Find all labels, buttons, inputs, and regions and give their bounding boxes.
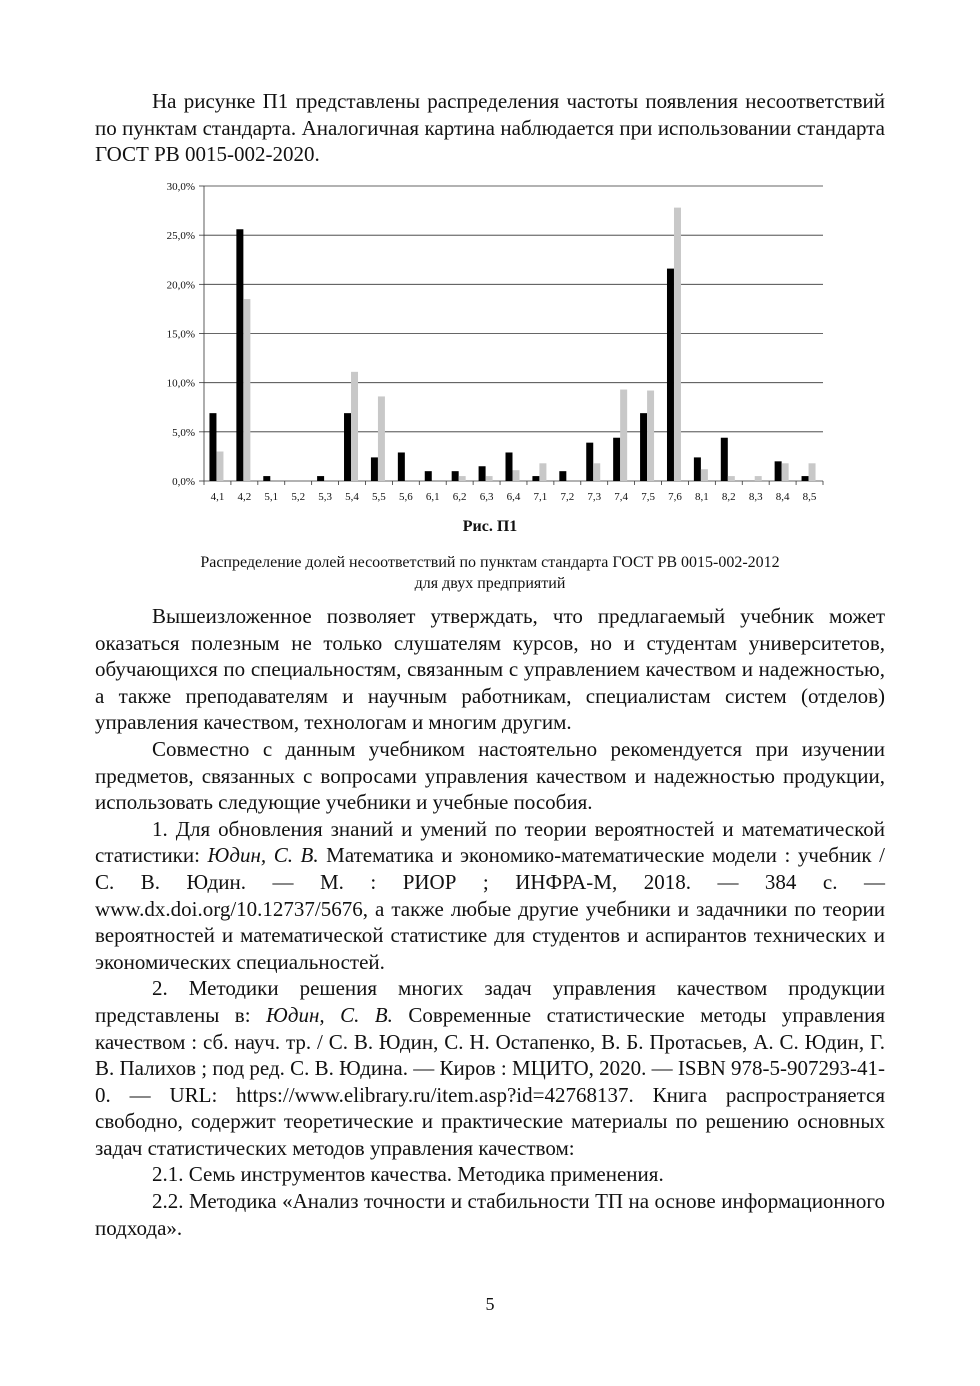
bar-series-1 [479,466,486,481]
y-tick-label: 10,0% [166,377,195,390]
bar-series-1 [532,476,539,481]
bar-series-1 [371,457,378,481]
reference-1-details: Математика и экономико-математические модели : учебник / С. В. Юдин. — М. : РИОР ; ИНФРА-М, 2018. — 384 с. — www.dx.doi.org/10.12737/5676, а также любые другие учебники и задачники по теории вероятностей и математической статистике для студентов и аспирантов технических и экономических специальностей. [95,843,885,974]
bar-series-1 [559,471,566,481]
bar-series-2 [782,463,789,481]
x-tick-label: 8,2 [721,491,736,503]
bar-series-2 [593,463,600,481]
bar-series-1 [398,452,405,481]
bar-series-2 [486,476,493,481]
bar-series-1 [640,413,647,481]
bar-series-2 [351,372,358,481]
bar-series-1 [775,461,782,481]
y-tick-label: 5,0% [172,426,195,439]
x-tick-label: 5,2 [291,491,306,503]
x-tick-label: 4,2 [237,491,252,503]
paragraph-recommendation: Совместно с данным учебником настоятельно рекомендуется при изучении предметов, связанных с вопросами управления качеством и надежностью продукции, использовать следующие учебники и учебные пособия. [95,736,885,815]
bar-series-1 [506,452,513,481]
x-tick-label: 7,3 [587,491,602,503]
bar-series-2 [539,463,546,481]
paragraph-reference-1 [95,816,885,976]
paragraph-usefulness: Вышеизложенное позволяет утверждать, что предлагаемый учебник может оказаться полезным не только слушателям курсов, но и студентам университетов, обучающихся по специальностям, связанным с управлением качеством и надежностью, а также преподавателям и научным работникам, специалистам систем (отделов) управления качеством, технологам и многим другим. [95,604,885,735]
x-tick-label: 6,2 [452,491,467,503]
intro-block [95,88,885,168]
figure-caption-line2: для двух предприятий [414,575,566,592]
x-tick-label: 8,4 [775,491,790,503]
x-tick-label: 7,2 [560,491,575,503]
x-tick-label: 5,6 [398,491,413,503]
y-tick-label: 30,0% [166,181,195,193]
bar-series-2 [378,396,385,481]
bar-series-1 [721,438,728,481]
bar-series-2 [674,208,681,481]
bar-series-1 [667,269,674,481]
bar-series-2 [243,299,250,481]
reference-2-details: Современные статистические методы управления качеством : сб. науч. тр. / С. В. Юдин, С. Н. Остапенко, В. Б. Протасьев, А. С. Юдин, Г. В. Палихов ; под ред. С. В. Юдина. — Киров : МЦИТО, 2020. — ISBN 978-5-907293-41-0. — URL: https://www.elibrary.ru/item.asp?id=42768137. Книга распространяется свободно, содержит теоретические и практические материалы по решению основных задач статистических методов управления качеством: [95,1002,885,1160]
x-tick-label: 6,4 [506,491,521,503]
reference-2-author: Юдин, С. В. [266,1002,393,1027]
x-tick-label: 5,4 [345,491,359,503]
bar-series-2 [755,476,762,481]
list-item-2-2: 2.2. Методика «Анализ точности и стабильности ТП на основе информационного подхода». [95,1189,885,1240]
y-tick-label: 15,0% [166,328,195,341]
bar-series-1 [802,476,809,481]
x-tick-label: 5,5 [372,491,386,503]
bar-series-1 [344,413,351,481]
x-tick-label: 6,1 [425,491,440,503]
bar-series-2 [513,470,520,481]
bar-series-2 [809,463,816,481]
x-tick-label: 7,6 [668,491,682,503]
bar-series-1 [425,471,432,481]
bar-series-1 [613,438,620,481]
bar-series-2 [701,469,708,481]
x-tick-label: 4,1 [210,491,225,503]
bar-series-2 [620,390,627,481]
page-number: 5 [485,1294,495,1314]
reference-1-author: Юдин, С. В. [207,843,319,868]
bar-series-2 [728,476,735,481]
x-tick-label: 8,3 [748,491,763,503]
figure-caption [0,552,980,594]
body-text [95,603,885,1241]
bar-chart [150,176,830,516]
x-tick-label: 7,4 [614,491,629,503]
paragraph-reference-2 [95,975,885,1161]
bar-series-1 [317,476,324,481]
y-tick-label: 25,0% [166,230,195,243]
x-tick-label: 7,5 [641,491,655,503]
bar-series-1 [236,229,243,481]
bar-series-1 [452,471,459,481]
figure-caption-line1: Распределение долей несоответствий по пунктам стандарта ГОСТ РВ 0015-002-2012 [200,554,780,571]
x-tick-label: 6,3 [479,491,494,503]
x-tick-label: 5,3 [318,491,332,503]
intro-paragraph: На рисунке П1 представлены распределения частоты появления несоответствий по пунктам стандарта. Аналогичная картина наблюдается при использовании стандарта ГОСТ РВ 0015-002-2020. [95,89,885,167]
bar-series-2 [216,452,223,482]
reference-2-intro: 2. Методики решения многих задач управления качеством продукции представлены в: [95,976,885,1027]
x-tick-label: 8,5 [802,491,817,503]
bar-series-2 [647,391,654,481]
bar-series-1 [263,476,270,481]
y-tick-label: 20,0% [166,279,195,292]
bar-series-2 [459,476,466,481]
reference-1-intro: 1. Для обновления знаний и умений по теории вероятностей и математической статистики: [95,816,885,868]
x-tick-label: 5,1 [264,491,279,503]
x-tick-label: 7,1 [533,491,548,503]
bar-series-1 [586,443,593,481]
bar-series-1 [209,413,216,481]
figure-title: Рис. П1 [462,518,518,535]
y-tick-label: 0,0% [172,476,195,488]
x-tick-label: 8,1 [695,491,709,503]
bar-series-1 [694,457,701,481]
list-item-2-1: 2.1. Семь инструментов качества. Методика применения. [152,1162,664,1187]
